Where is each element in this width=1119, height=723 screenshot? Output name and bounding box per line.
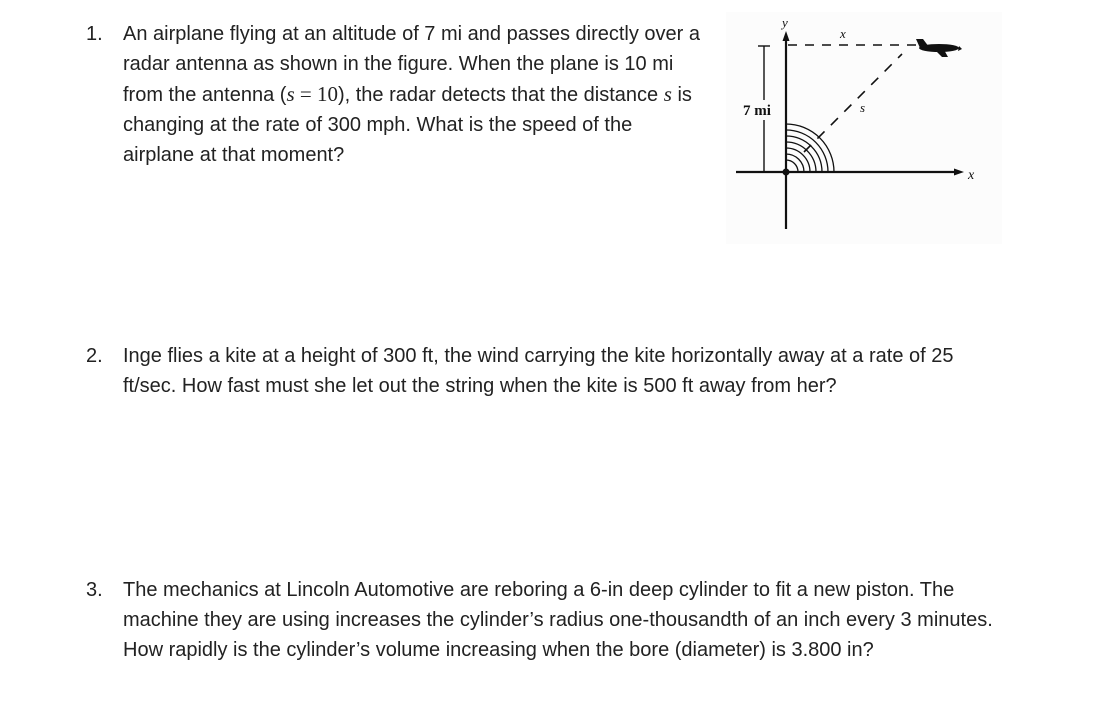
problem-3 <box>86 575 993 705</box>
x-axis-label: x <box>968 168 975 183</box>
y-axis-label: y <box>782 15 788 30</box>
math-variable: s <box>663 82 672 106</box>
problem-text <box>123 19 708 170</box>
problem-text-part: An airplane flying at an altitude of 7 mi and passes directly over a radar antenna as shown in the figure. When the plane is 10 mi from the antenna ( <box>123 23 700 106</box>
problem-2 <box>86 341 986 411</box>
antenna-point <box>783 169 790 176</box>
problem-number: 2. <box>86 345 103 367</box>
problem-text: The mechanics at Lincoln Automotive are reboring a 6-in deep cylinder to fit a new piston. The machine they are using increases the cylinder’s radius one-thousandth of an inch every 3 minutes. How rapidly is the cylinder’s volume increasing when the bore (diameter) is 3.800 in? <box>123 579 993 661</box>
math-variable: s <box>286 82 295 106</box>
problem-number: 1. <box>86 23 103 45</box>
radar-airplane-figure <box>726 12 1002 244</box>
problem-number: 3. <box>86 579 103 601</box>
problem-text-part: is changing at the rate of 300 mph. What is the speed of the airplane at that moment? <box>123 84 692 166</box>
radar-antenna <box>786 124 834 172</box>
problem-text: Inge flies a kite at a height of 300 ft, the wind carrying the kite horizontally away at a rate of 25 ft/sec. How fast must she let out the string when the kite is 500 ft away from her? <box>123 345 954 397</box>
altitude-label: 7 mi <box>743 103 771 119</box>
problem-1 <box>86 19 706 179</box>
x-axis-arrow <box>954 169 964 176</box>
figure-svg <box>726 12 1002 244</box>
problem-text-part: ), the radar detects that the distance <box>337 84 664 106</box>
math-expression <box>286 82 338 106</box>
slant-distance-label: s <box>860 100 866 115</box>
math-equation: = 10 <box>294 82 338 106</box>
horizontal-distance-label: x <box>840 26 846 41</box>
airplane-icon <box>916 39 962 57</box>
y-axis-arrow <box>783 31 790 41</box>
